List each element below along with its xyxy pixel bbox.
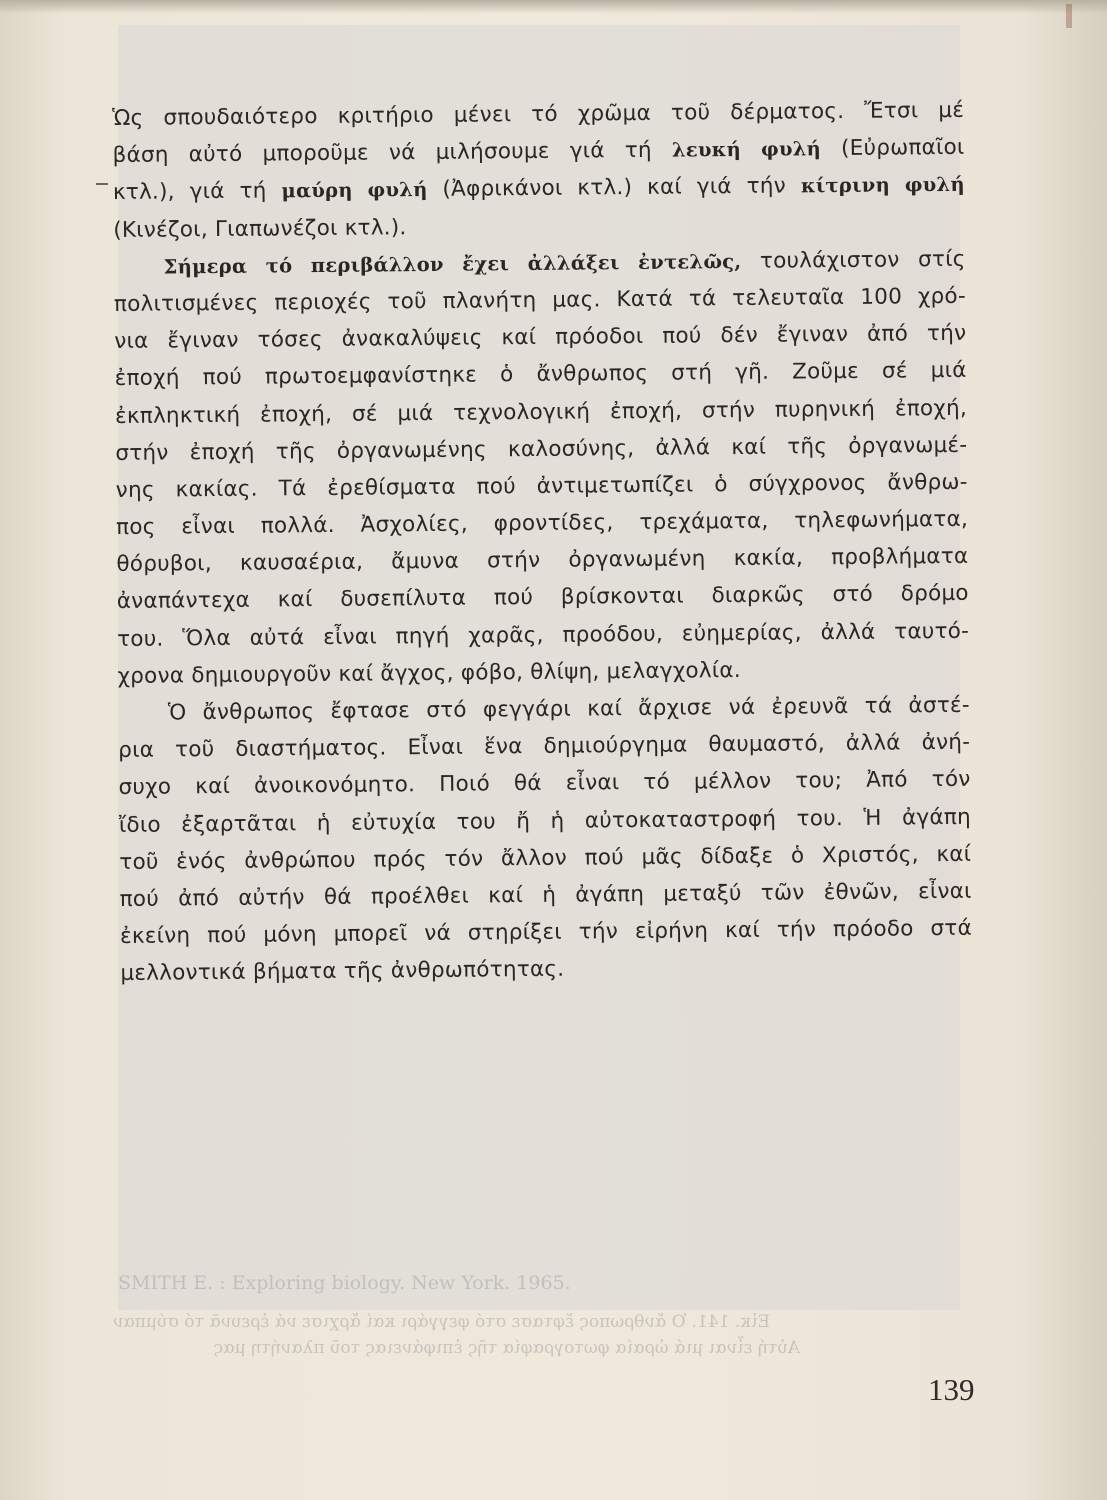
paragraph-3-line-6: πού ἀπό αὐτήν θά προέλθει καί ἡ ἀγάπη μεταξύ τῶν ἐθνῶν, εἶναι [119, 878, 972, 912]
term-yellow-race: κίτρινη φυλή [800, 173, 965, 198]
paragraph-2-line-2: πολιτισμένες περιοχές τοῦ πλανήτη μας. Κατά τά τελευταῖα 100 χρό- [113, 283, 967, 317]
emphasis-environment-changed: Σήμερα τό περιβάλλον ἔχει ἀλλάξει ἐντελῶς, [163, 249, 742, 279]
bleed-through-reference: SMITH E. : Exploring biology. New York. 1965. [118, 1272, 571, 1294]
text-run: βάση αὐτό μποροῦμε νά μιλήσουμε γιά τή [112, 137, 673, 169]
paper-stain [1066, 4, 1072, 28]
paragraph-3-line-4: ἴδιο ἐξαρτᾶται ἡ εὐτυχία του ἤ ἡ αὐτοκαταστροφή του. Ἡ ἀγάπη [118, 804, 972, 838]
paragraph-2-line-3: νια ἔγιναν τόσες ἀνακαλύψεις καί πρόοδοι πού δέν ἔγιναν ἀπό τήν [114, 320, 967, 355]
paragraph-3-line-3: συχο καί ἀνοικονόμητο. Ποιό θά εἶναι τό μέλλον του; Ἀπό τόν [118, 767, 971, 801]
page-number: 139 [928, 1372, 975, 1407]
margin-mark [96, 183, 108, 185]
text-run: κτλ.), γιά τή [112, 178, 282, 206]
paragraph-1-line-1: Ὡς σπουδαιότερο κριτήριο μένει τό χρῶμα τοῦ δέρματος. Ἔτσι μέ [112, 97, 965, 131]
page-top-shadow [0, 0, 1107, 14]
paragraph-3-line-5: τοῦ ἑνός ἀνθρώπου πρός τόν ἄλλον πού μᾶς δίδαξε ὁ Χριστός, καί [119, 841, 972, 875]
paragraph-1-line-4: (Κινέζοι, Γιαπωνέζοι κτλ.). [113, 214, 407, 243]
paragraph-3-line-8: μελλοντικά βήματα τῆς ἀνθρωπότητας. [120, 957, 565, 987]
paragraph-3-line-1: Ὁ ἄνθρωπος ἔφτασε στό φεγγάρι καί ἄρχισε νά ἐρευνᾶ τά ἀστέ- [167, 692, 970, 726]
text-run: (Εὐρωπαῖοι [820, 135, 965, 162]
paragraph-2-line-9: θόρυβοι, καυσαέρια, ἄμυνα στήν ὀργανωμένη κακία, προβλήματα [116, 544, 969, 578]
paragraph-3-line-2: ρια τοῦ διαστήματος. Εἶναι ἕνα δημιούργημα θαυμαστό, ἀλλά ἀνή- [118, 729, 971, 764]
paragraph-3-line-7: ἐκείνη πού μόνη μπορεῖ νά στηρίξει τήν εἰρήνη καί τήν πρόοδο στά [119, 915, 973, 950]
paragraph-2-line-5: ἐκπληκτική ἐποχή, σέ μιά τεχνολογική ἐποχή, στήν πυρηνική ἐποχή, [114, 395, 968, 429]
paragraph-2-line-11: του. Ὅλα αὐτά εἶναι πηγή χαρᾶς, προόδου, εὐημερίας, ἀλλά ταυτό- [117, 618, 970, 652]
paragraph-2-line-7: νης κακίας. Τά ἐρεθίσματα πού ἀντιμετωπίζει ὁ σύγχρονος ἄνθρω- [115, 469, 968, 503]
paragraph-2-line-4: ἐποχή πού πρωτοεμφανίστηκε ὁ ἄνθρωπος στή γῆ. Ζοῦμε σέ μιά [114, 358, 967, 392]
term-white-race: λευκή φυλή [671, 137, 822, 162]
bleed-through-caption-1: Εἰκ. 141. Ὁ ἄνθρωπος ἔφτασε στό φεγγάρι καί ἄρχισε νά ἐρευνᾶ τό σύμπαν [112, 1312, 770, 1332]
paragraph-2-line-10: ἀναπάντεχα καί δυσεπίλυτα πού βρίσκονται διαρκῶς στό δρόμο [116, 581, 969, 615]
text-run: τουλάχιστον στίς [741, 246, 966, 274]
paragraph-2-line-6: στήν ἐποχή τῆς ὀργανωμένης καλοσύνης, ἀλλά καί τῆς ὀργανωμέ- [115, 432, 968, 466]
paragraph-2-line-12: χρονα δημιουργοῦν καί ἄγχος, φόβο, θλίψη, μελαγχολία. [117, 657, 741, 689]
term-black-race: μαύρη φυλή [281, 178, 428, 203]
bleed-through-caption-2: Αὐτή εἶναι μιά ὡραία φωτογραφία τῆς ἐπιφάνειας τοῦ πλανήτη μας [213, 1338, 800, 1358]
text-run: (Ἀφρικάνοι κτλ.) καί γιά τήν [427, 173, 802, 203]
paragraph-2-line-8: πος εἶναι πολλά. Ἀσχολίες, φροντίδες, τρεχάματα, τηλεφωνήματα, [115, 506, 969, 541]
body-text [112, 92, 973, 993]
